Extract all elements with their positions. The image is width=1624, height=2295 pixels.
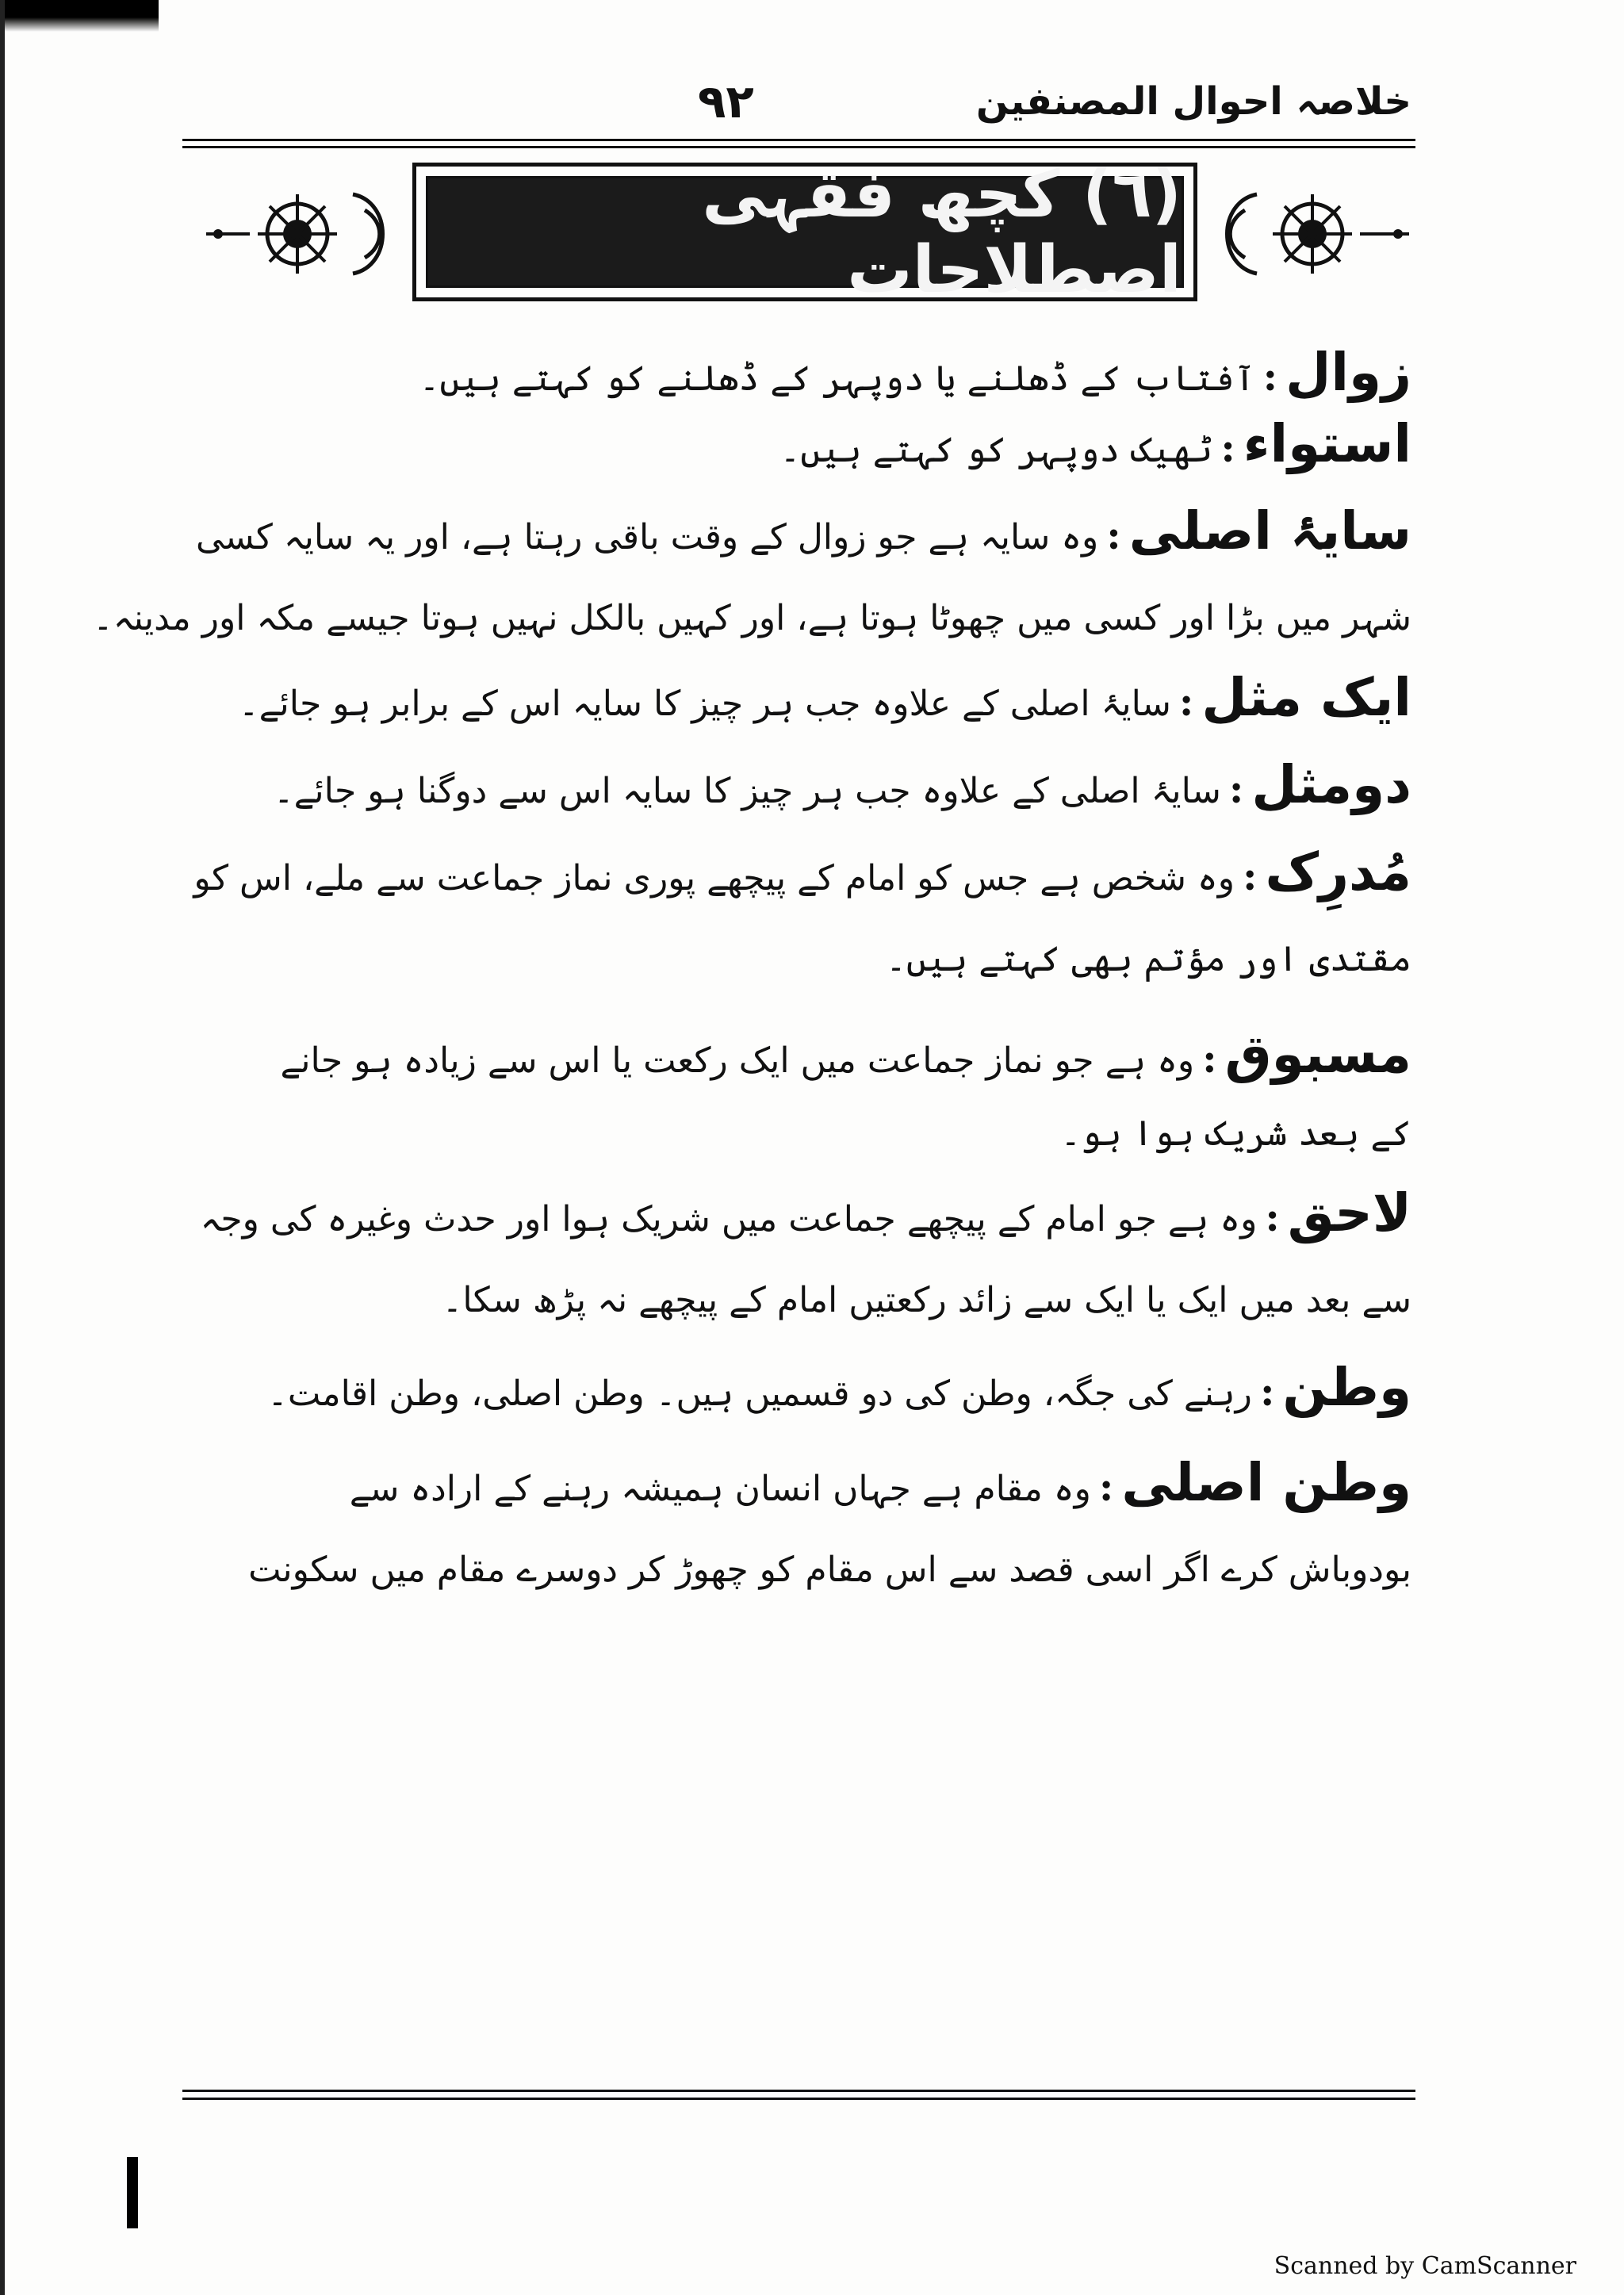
glossary-definition: وہ شخص ہے جس کو امام کے پیچھے پوری نماز جماعت سے ملے، اس کو [193, 858, 1235, 898]
glossary-line [174, 753, 1411, 817]
glossary-definition: وہ ہے جو نماز جماعت میں ایک رکعت یا اس سے زیادہ ہو جانے [280, 1040, 1195, 1081]
footer-rule-1 [182, 2090, 1415, 2092]
term-separator: : [1265, 1193, 1280, 1240]
glossary-term: دومثل [1251, 754, 1411, 815]
glossary-term: وطن اصلی [1121, 1452, 1411, 1513]
glossary-definition: شہر میں بڑا اور کسی میں چھوٹا ہوتا ہے، اور کہیں بالکل نہیں ہوتا جیسے مکہ اور مدینہ۔ [93, 598, 1411, 638]
glossary-term: مسبوق [1224, 1024, 1411, 1085]
footer-rule-2 [182, 2098, 1415, 2100]
glossary-line [174, 1451, 1411, 1515]
glossary-line [174, 1182, 1411, 1245]
left-ornament-icon [202, 178, 408, 289]
glossary-line [174, 1023, 1411, 1086]
term-separator: : [1262, 353, 1278, 400]
glossary-definition: وہ مقام ہے جہاں انسان ہمیشہ رہنے کے ارادہ سے [349, 1469, 1091, 1509]
glossary-term: مُدرِک [1265, 841, 1411, 902]
glossary-definition: سے بعد میں ایک یا ایک سے زائد رکعتیں امام کے پیچھے نہ پڑھ سکا۔ [442, 1280, 1411, 1320]
scan-edge-top [0, 0, 159, 32]
glossary-definition: کے بعد شریک ہوا ہو۔ [1060, 1113, 1411, 1154]
glossary-line [174, 666, 1411, 730]
glossary-definition: سایۂ اصلی کے علاوہ جب ہر چیز کا سایہ اس سے دوگنا ہو جائے۔ [273, 771, 1221, 811]
term-separator: : [1106, 511, 1121, 558]
glossary-line [174, 1538, 1411, 1602]
glossary-line [174, 412, 1411, 476]
glossary-line [174, 841, 1411, 904]
header-rule-2 [182, 146, 1415, 148]
section-title-banner [412, 156, 1197, 308]
book-title: خلاصہ احوال المصنفین [975, 79, 1411, 124]
glossary-definition: وہ سایہ ہے جو زوال کے وقت باقی رہتا ہے، اور یہ سایہ کسی [195, 517, 1099, 557]
scan-edge-left [0, 0, 5, 2295]
glossary-line [174, 1356, 1411, 1420]
term-separator: : [1259, 1368, 1275, 1415]
glossary-term: لاحق [1287, 1182, 1411, 1243]
term-separator: : [1228, 765, 1244, 812]
glossary-definition: مقتدی اور مؤتم بھی کہتے ہیں۔ [886, 939, 1411, 979]
glossary-term: استواء [1243, 413, 1411, 474]
glossary-line [93, 587, 1411, 650]
glossary-definition: سایۂ اصلی کے علاوہ جب ہر چیز کا سایہ اس کے برابر ہو جائے۔ [238, 684, 1171, 724]
glossary-line [174, 1269, 1411, 1332]
scan-edge-bottom [127, 2157, 138, 2228]
page-header [182, 75, 1411, 135]
page-number: ۹۲ [698, 75, 754, 128]
glossary-term: ایک مثل [1201, 667, 1411, 728]
glossary-term: سایۂ اصلی [1128, 500, 1411, 561]
glossary-line [174, 928, 1411, 991]
section-title-box [426, 156, 1184, 308]
glossary-term: زوال [1285, 342, 1411, 403]
right-ornament-icon [1201, 178, 1415, 289]
term-separator: : [1098, 1463, 1114, 1510]
glossary-definition: بودوباش کرے اگر اسی قصد سے اس مقام کو چھوڑ کر دوسرے مقام میں سکونت [248, 1550, 1411, 1590]
glossary-term: وطن [1282, 1357, 1411, 1418]
scanner-watermark: Scanned by CamScanner [1274, 2252, 1576, 2280]
term-separator: : [1178, 678, 1194, 725]
glossary-definition: وہ ہے جو امام کے پیچھے جماعت میں شریک ہوا اور حدث وغیرہ کی وجہ [200, 1199, 1258, 1239]
glossary-definition: آفتاب کے ڈھلنے یا دوپہر کے ڈھلنے کو کہتے ہیں۔ [419, 358, 1255, 399]
glossary-line [174, 341, 1411, 404]
glossary-line [174, 500, 1411, 563]
term-separator: : [1220, 424, 1235, 471]
term-separator: : [1202, 1035, 1217, 1082]
section-title: (٦) کچھ فقہی اصطلاحات [702, 156, 1182, 308]
term-separator: : [1242, 852, 1258, 899]
glossary-definition: رہنے کی جگہ، وطن کی دو قسمیں ہیں۔ وطن اصلی، وطن اقامت۔ [267, 1374, 1252, 1414]
glossary-definition: ٹھیک دوپہر کو کہتے ہیں۔ [779, 430, 1213, 470]
glossary-line [174, 1102, 1411, 1166]
header-rule-1 [182, 139, 1415, 141]
